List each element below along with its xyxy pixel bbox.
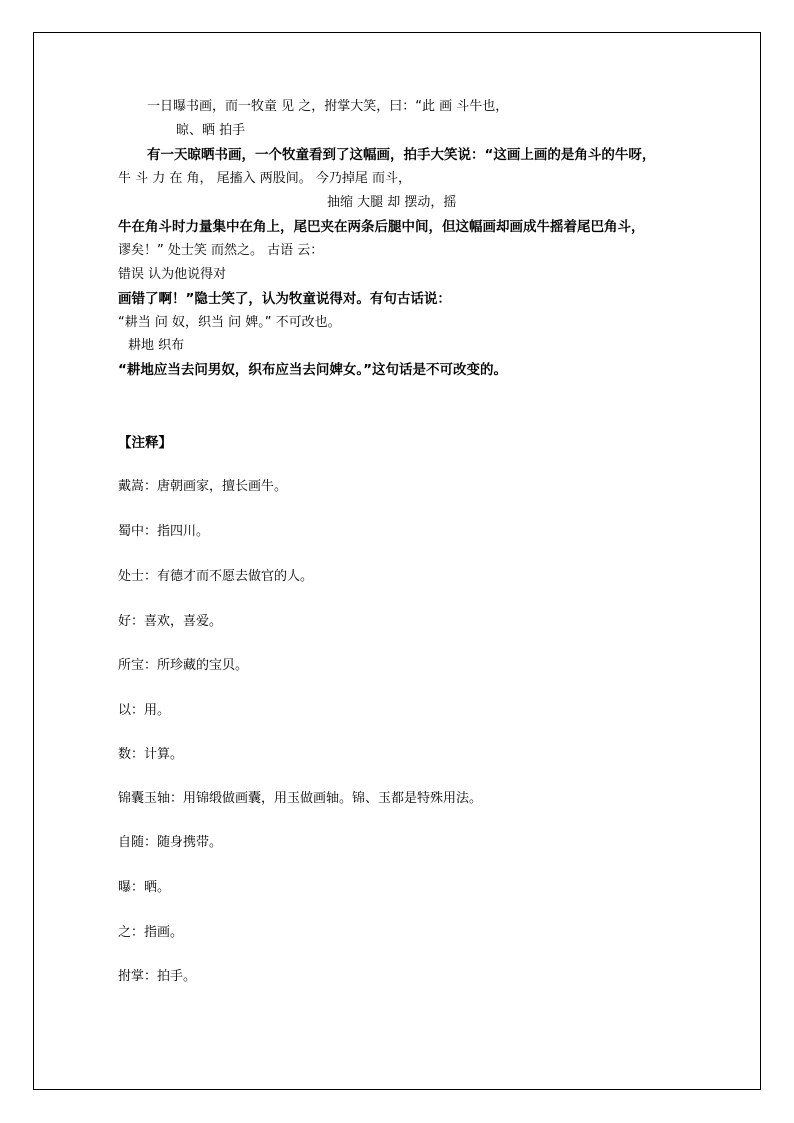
note-item: 处士：有德才而不愿去做官的人。: [118, 569, 314, 584]
notes-heading: 【注释】: [118, 435, 172, 451]
classical-text-line: 谬矣！” 处士笑 而然之。 古语 云：: [118, 243, 324, 258]
note-item: 好：喜欢，喜爱。: [118, 614, 223, 629]
translation-line: “耕地应当去问男奴，织布应当去问婢女。”这句话是不可改变的。: [118, 362, 507, 378]
translation-line: 牛在角斗时力量集中在角上，尾巴夹在两条后腿中间，但这幅画却画成牛摇着尾巴角斗，: [118, 219, 645, 235]
note-item: 锦囊玉轴：用锦缎做画囊，用玉做画轴。锦、玉都是特殊用法。: [118, 791, 483, 806]
classical-text-line: “耕当 问 奴，织当 问 婢。” 不可改也。: [118, 315, 341, 330]
classical-text-line: 一日曝书画，而一牧童 见 之，拊掌大笑，曰：“此 画 斗牛也，: [147, 99, 509, 114]
note-item: 戴嵩：唐朝画家，擅长画牛。: [118, 479, 288, 494]
classical-text-line: 牛 斗 力 在 角， 尾搐入 两股间。 今乃掉尾 而斗，: [118, 171, 412, 186]
gloss-line: 晾、晒 拍手: [176, 123, 246, 138]
note-item: 数：计算。: [118, 747, 184, 762]
note-item: 自随：随身携带。: [118, 835, 223, 850]
gloss-line: 错误 认为他说得对: [118, 267, 227, 282]
note-item: 拊掌：拍手。: [118, 969, 197, 984]
note-item: 蜀中：指四川。: [118, 524, 210, 539]
gloss-line: 耕地 织布: [128, 338, 185, 353]
note-item: 曝：晒。: [118, 880, 171, 895]
translation-line: 画错了啊！”隐士笑了，认为牧童说得对。有句古话说：: [118, 291, 451, 307]
note-item: 以：用。: [118, 703, 171, 718]
translation-line: 有一天晾晒书画，一个牧童看到了这幅画，拍手大笑说：“这画上画的是角斗的牛呀，: [147, 147, 656, 163]
note-item: 所宝：所珍藏的宝贝。: [118, 658, 249, 673]
gloss-line: 抽缩 大腿 却 摆动，摇: [327, 195, 457, 210]
note-item: 之：指画。: [118, 925, 184, 940]
